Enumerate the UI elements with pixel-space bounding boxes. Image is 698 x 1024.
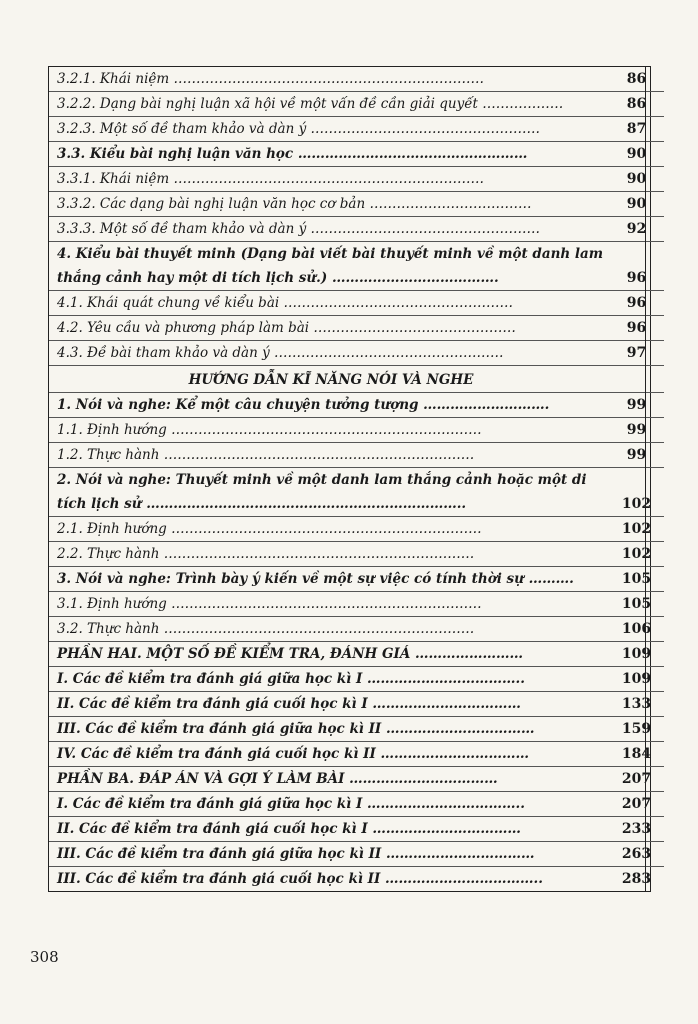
toc-row: [49, 742, 664, 767]
toc-row: [49, 92, 664, 117]
toc-row: [49, 717, 664, 742]
toc-entry-page: 96: [609, 316, 664, 341]
toc-entry-title: 3.3. Kiểu bài nghị luận văn học ……………………………………………: [49, 142, 609, 167]
toc-entry-title: 3.2.2. Dạng bài nghị luận xã hội về một vấn đề cần giải quyết ………………: [49, 92, 609, 117]
toc-entry-title: II. Các đề kiểm tra đánh giá cuối học kì I ……………………………: [49, 817, 609, 842]
toc-entry-title: IV. Các đề kiểm tra đánh giá cuối học kì II ……………………………: [49, 742, 609, 767]
toc-entry-page: 233: [609, 817, 664, 842]
toc-entry-title: III. Các đề kiểm tra đánh giá giữa học kì II ……………………………: [49, 717, 609, 742]
toc-entry-title: PHẦN BA. ĐÁP ÁN VÀ GỢI Ý LÀM BÀI ……………………………: [49, 767, 609, 792]
toc-row: [49, 67, 664, 92]
toc-row: [49, 592, 664, 617]
toc-entry-page: 99: [609, 418, 664, 443]
toc-entry-page: 86: [609, 67, 664, 92]
toc-row: [49, 418, 664, 443]
toc-entry-page: 207: [609, 767, 664, 792]
toc-row: [49, 291, 664, 316]
toc-row: [49, 316, 664, 341]
toc-row: [49, 617, 664, 642]
toc-table: [49, 67, 664, 891]
toc-entry-page: 109: [609, 667, 664, 692]
toc-entry-title: 3.3.1. Khái niệm ……………………………………………………………: [49, 167, 609, 192]
toc-entry-title: 4.2. Yêu cầu và phương pháp làm bài ………………………………………: [49, 316, 609, 341]
toc-entry-title: 1.2. Thực hành ……………………………………………………………: [49, 443, 609, 468]
toc-row: [49, 542, 664, 567]
toc-row: [49, 117, 664, 142]
toc-row: [49, 842, 664, 867]
toc-entry-page: 90: [609, 167, 664, 192]
toc-row: [49, 817, 664, 842]
toc-entry-title: 4.1. Khái quát chung về kiểu bài ……………………………………………: [49, 291, 609, 316]
toc-row: [49, 341, 664, 366]
toc-row: [49, 642, 664, 667]
toc-entry-page: 109: [609, 642, 664, 667]
toc-entry-title: 3.3.2. Các dạng bài nghị luận văn học cơ bản ………………………………: [49, 192, 609, 217]
toc-row: [49, 242, 664, 291]
page-number: 308: [30, 948, 59, 966]
toc-entry-page: 102: [609, 468, 664, 517]
toc-entry-title: I. Các đề kiểm tra đánh giá giữa học kì I ……………………………..: [49, 667, 609, 692]
toc-row: [49, 192, 664, 217]
toc-row: [49, 692, 664, 717]
toc-row: [49, 517, 664, 542]
toc-entry-title: 3.2.1. Khái niệm ……………………………………………………………: [49, 67, 609, 92]
toc-entry-title: 1. Nói và nghe: Kể một câu chuyện tưởng tượng ……………………….: [49, 393, 609, 418]
toc-row: [49, 217, 664, 242]
toc-entry-page: 96: [609, 242, 664, 291]
toc-entry-page: 105: [609, 567, 664, 592]
toc-entry-title: III. Các đề kiểm tra đánh giá giữa học kì II ……………………………: [49, 842, 609, 867]
toc-entry-title: PHẦN HAI. MỘT SỐ ĐỀ KIỂM TRA, ĐÁNH GIÁ ……………………: [49, 642, 609, 667]
toc-entry-page: 99: [609, 443, 664, 468]
toc-entry-title: 3.2. Thực hành ……………………………………………………………: [49, 617, 609, 642]
toc-entry-page: 207: [609, 792, 664, 817]
toc-row: [49, 767, 664, 792]
toc-entry-title: 2.2. Thực hành ……………………………………………………………: [49, 542, 609, 567]
toc-row: [49, 142, 664, 167]
column-divider: [645, 67, 646, 891]
toc-row: [49, 393, 664, 418]
toc-entry-title: II. Các đề kiểm tra đánh giá cuối học kì I ……………………………: [49, 692, 609, 717]
table-of-contents: [48, 66, 651, 892]
toc-entry-page: 99: [609, 393, 664, 418]
toc-entry-page: 159: [609, 717, 664, 742]
toc-entry-page: 283: [621, 871, 652, 887]
toc-entry-page: 90: [609, 142, 664, 167]
toc-row: [49, 567, 664, 592]
toc-entry-title: 2.1. Định hướng ……………………………………………………………: [49, 517, 609, 542]
toc-entry-page: 97: [609, 341, 664, 366]
toc-row: [49, 667, 664, 692]
toc-entry-title: 4.3. Đề bài tham khảo và dàn ý ……………………………………………: [49, 341, 609, 366]
toc-entry-title: 4. Kiểu bài thuyết minh (Dạng bài viết bài thuyết minh về một danh lam thắng cảnh hay một di tích lịch sử.) ……………………………….: [49, 242, 609, 291]
toc-entry-page: 263: [609, 842, 664, 867]
toc-entry-page: 106: [609, 617, 664, 642]
toc-entry-page: 92: [609, 217, 664, 242]
toc-row: [49, 867, 664, 892]
toc-entry-title: I. Các đề kiểm tra đánh giá giữa học kì I ……………………………..: [49, 792, 609, 817]
toc-entry-title: 3.1. Định hướng ……………………………………………………………: [49, 592, 609, 617]
toc-entry-page: 184: [609, 742, 664, 767]
toc-body: [49, 67, 664, 891]
toc-row: [49, 167, 664, 192]
toc-entry-page: [609, 366, 664, 393]
toc-entry-page: 87: [609, 117, 664, 142]
toc-entry-page: 102: [609, 542, 664, 567]
toc-entry-page: 90: [609, 192, 664, 217]
toc-row: [49, 792, 664, 817]
toc-entry-page: 102: [609, 517, 664, 542]
toc-entry-page: 86: [609, 92, 664, 117]
toc-entry-title: HƯỚNG DẪN KĨ NĂNG NÓI VÀ NGHE: [49, 366, 609, 393]
toc-entry-title: 3.2.3. Một số đề tham khảo và dàn ý ……………………………………………: [49, 117, 609, 142]
toc-entry-page: 133: [609, 692, 664, 717]
toc-entry-title: 2. Nói và nghe: Thuyết minh về một danh lam thắng cảnh hoặc một di tích lịch sử ……………………………………………………………..: [49, 468, 609, 517]
toc-entry-page: 105: [609, 592, 664, 617]
toc-entry-title: 1.1. Định hướng ……………………………………………………………: [49, 418, 609, 443]
toc-entry-title: 3.3.3. Một số đề tham khảo và dàn ý ……………………………………………: [49, 217, 609, 242]
toc-section-heading: [49, 366, 664, 393]
toc-entry-title: III. Các đề kiểm tra đánh giá cuối học kì II ……………………………..: [57, 871, 543, 887]
toc-row: [49, 443, 664, 468]
toc-entry-title: 3. Nói và nghe: Trình bày ý kiến về một sự việc có tính thời sự ……….: [49, 567, 609, 592]
toc-entry-page: 96: [609, 291, 664, 316]
toc-row: [49, 468, 664, 517]
